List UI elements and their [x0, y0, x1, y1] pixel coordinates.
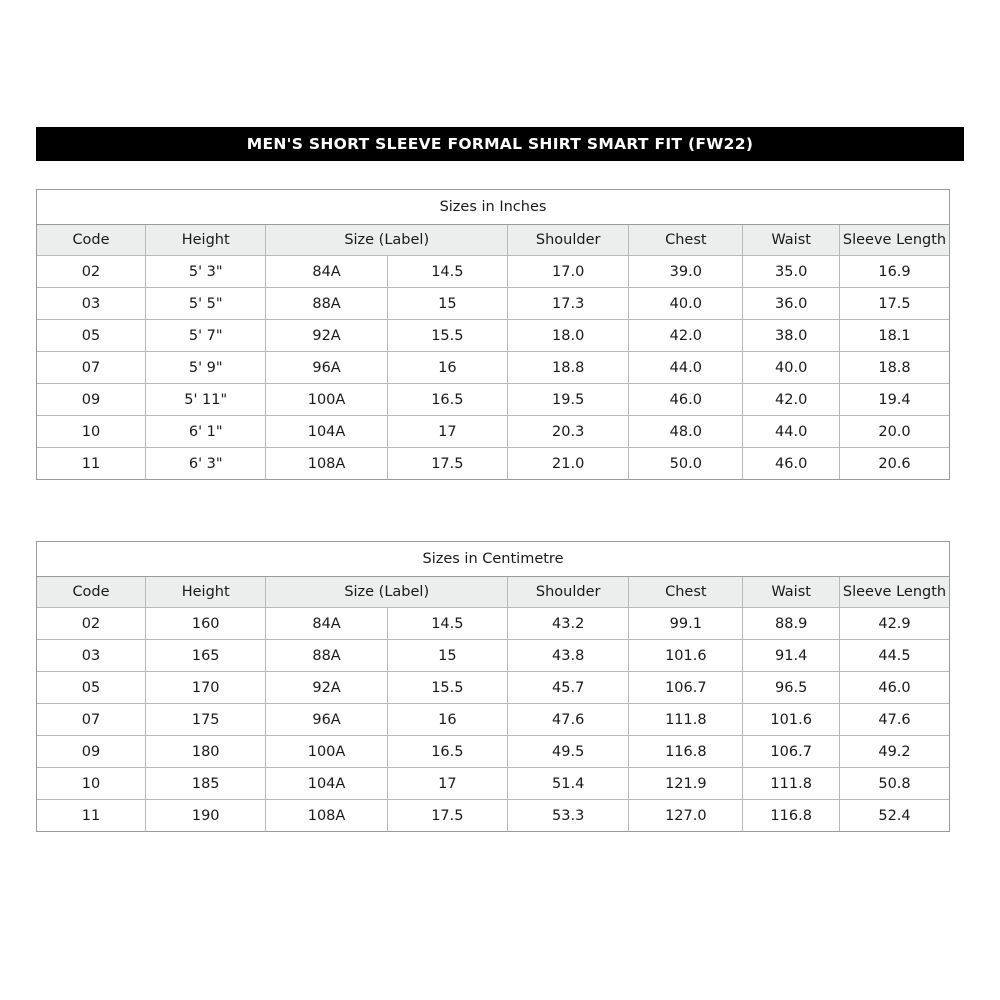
table-cell: 91.4 [743, 640, 840, 672]
table-cell: 18.8 [508, 352, 629, 384]
table-cell: 104A [266, 768, 387, 800]
table-cell: 52.4 [840, 800, 950, 832]
header-row [37, 577, 949, 608]
table-cell: 09 [37, 736, 146, 768]
table-row [37, 288, 949, 320]
table-cell: 19.4 [840, 384, 950, 416]
table-cell: 45.7 [508, 672, 629, 704]
table-cell: 10 [37, 768, 146, 800]
size-table-inches [36, 189, 950, 480]
size-table-centimetre [36, 541, 950, 832]
column-header: Code [37, 225, 146, 256]
table-cell: 38.0 [743, 320, 840, 352]
column-header: Sleeve Length [840, 577, 950, 608]
table-row [37, 384, 949, 416]
table-cell: 116.8 [743, 800, 840, 832]
table-header [37, 225, 949, 256]
table-cell: 5' 3" [146, 256, 266, 288]
table-cell: 99.1 [629, 608, 743, 640]
table-header [37, 577, 949, 608]
table-cell: 185 [146, 768, 266, 800]
table-cell: 10 [37, 416, 146, 448]
column-header: Code [37, 577, 146, 608]
table-cell: 100A [266, 736, 387, 768]
column-header: Height [146, 225, 266, 256]
table-cell: 17 [387, 416, 507, 448]
column-header: Shoulder [508, 225, 629, 256]
table-cell: 49.2 [840, 736, 950, 768]
table-cell: 44.0 [629, 352, 743, 384]
table-cell: 50.8 [840, 768, 950, 800]
table-cell: 05 [37, 320, 146, 352]
table-cell: 180 [146, 736, 266, 768]
table-cell: 175 [146, 704, 266, 736]
page-title: MEN'S SHORT SLEEVE FORMAL SHIRT SMART FIT (FW22) [36, 127, 964, 161]
table-cell: 6' 1" [146, 416, 266, 448]
size-table [37, 542, 949, 831]
table-cell: 35.0 [743, 256, 840, 288]
table-body [37, 608, 949, 832]
table-cell: 42.0 [629, 320, 743, 352]
table-row [37, 768, 949, 800]
table-cell: 02 [37, 608, 146, 640]
table-cell: 101.6 [629, 640, 743, 672]
table-cell: 16 [387, 704, 507, 736]
column-header: Shoulder [508, 577, 629, 608]
table-cell: 170 [146, 672, 266, 704]
table-caption: Sizes in Centimetre [37, 542, 949, 577]
table-cell: 46.0 [629, 384, 743, 416]
table-cell: 17.5 [387, 800, 507, 832]
table-cell: 106.7 [743, 736, 840, 768]
table-row [37, 640, 949, 672]
table-cell: 53.3 [508, 800, 629, 832]
table-cell: 116.8 [629, 736, 743, 768]
table-cell: 36.0 [743, 288, 840, 320]
table-cell: 44.0 [743, 416, 840, 448]
table-cell: 5' 11" [146, 384, 266, 416]
table-cell: 47.6 [508, 704, 629, 736]
table-cell: 51.4 [508, 768, 629, 800]
table-cell: 46.0 [840, 672, 950, 704]
table-body [37, 256, 949, 480]
table-cell: 21.0 [508, 448, 629, 480]
table-cell: 96.5 [743, 672, 840, 704]
column-header: Height [146, 577, 266, 608]
table-cell: 42.9 [840, 608, 950, 640]
table-cell: 16.5 [387, 736, 507, 768]
table-row [37, 672, 949, 704]
table-cell: 165 [146, 640, 266, 672]
table-row [37, 736, 949, 768]
table-cell: 15.5 [387, 672, 507, 704]
table-cell: 44.5 [840, 640, 950, 672]
table-cell: 07 [37, 352, 146, 384]
table-cell: 49.5 [508, 736, 629, 768]
table-cell: 18.8 [840, 352, 950, 384]
table-row [37, 800, 949, 832]
table-cell: 92A [266, 320, 387, 352]
table-cell: 16.5 [387, 384, 507, 416]
column-header: Chest [629, 577, 743, 608]
table-cell: 42.0 [743, 384, 840, 416]
size-table [37, 190, 949, 479]
table-cell: 16 [387, 352, 507, 384]
table-cell: 40.0 [743, 352, 840, 384]
table-cell: 111.8 [629, 704, 743, 736]
table-cell: 127.0 [629, 800, 743, 832]
table-cell: 88.9 [743, 608, 840, 640]
table-cell: 46.0 [743, 448, 840, 480]
table-cell: 121.9 [629, 768, 743, 800]
table-cell: 15.5 [387, 320, 507, 352]
table-cell: 190 [146, 800, 266, 832]
table-row [37, 352, 949, 384]
table-cell: 20.3 [508, 416, 629, 448]
table-cell: 108A [266, 800, 387, 832]
table-cell: 47.6 [840, 704, 950, 736]
table-cell: 100A [266, 384, 387, 416]
table-cell: 11 [37, 800, 146, 832]
table-cell: 96A [266, 704, 387, 736]
column-header: Size (Label) [266, 225, 508, 256]
table-cell: 106.7 [629, 672, 743, 704]
table-row [37, 704, 949, 736]
table-cell: 48.0 [629, 416, 743, 448]
table-cell: 20.6 [840, 448, 950, 480]
table-cell: 5' 7" [146, 320, 266, 352]
table-cell: 88A [266, 288, 387, 320]
table-cell: 14.5 [387, 256, 507, 288]
table-cell: 20.0 [840, 416, 950, 448]
table-row [37, 256, 949, 288]
table-cell: 111.8 [743, 768, 840, 800]
table-cell: 5' 9" [146, 352, 266, 384]
table-cell: 108A [266, 448, 387, 480]
table-cell: 43.8 [508, 640, 629, 672]
table-cell: 17 [387, 768, 507, 800]
table-cell: 17.5 [387, 448, 507, 480]
table-row [37, 320, 949, 352]
table-cell: 19.5 [508, 384, 629, 416]
column-header: Size (Label) [266, 577, 508, 608]
table-cell: 17.5 [840, 288, 950, 320]
table-cell: 11 [37, 448, 146, 480]
column-header: Waist [743, 225, 840, 256]
table-cell: 160 [146, 608, 266, 640]
column-header: Chest [629, 225, 743, 256]
table-cell: 18.0 [508, 320, 629, 352]
table-cell: 15 [387, 288, 507, 320]
table-cell: 40.0 [629, 288, 743, 320]
column-header: Sleeve Length [840, 225, 950, 256]
table-cell: 84A [266, 256, 387, 288]
table-cell: 96A [266, 352, 387, 384]
table-cell: 02 [37, 256, 146, 288]
table-cell: 07 [37, 704, 146, 736]
table-cell: 15 [387, 640, 507, 672]
table-cell: 88A [266, 640, 387, 672]
table-cell: 39.0 [629, 256, 743, 288]
table-cell: 84A [266, 608, 387, 640]
table-cell: 05 [37, 672, 146, 704]
table-row [37, 448, 949, 480]
table-cell: 6' 3" [146, 448, 266, 480]
table-row [37, 416, 949, 448]
table-cell: 5' 5" [146, 288, 266, 320]
table-cell: 92A [266, 672, 387, 704]
table-cell: 43.2 [508, 608, 629, 640]
table-cell: 101.6 [743, 704, 840, 736]
table-caption: Sizes in Inches [37, 190, 949, 225]
header-row [37, 225, 949, 256]
table-cell: 16.9 [840, 256, 950, 288]
table-cell: 18.1 [840, 320, 950, 352]
table-cell: 14.5 [387, 608, 507, 640]
table-cell: 104A [266, 416, 387, 448]
table-cell: 50.0 [629, 448, 743, 480]
column-header: Waist [743, 577, 840, 608]
table-cell: 17.3 [508, 288, 629, 320]
table-cell: 03 [37, 288, 146, 320]
table-row [37, 608, 949, 640]
table-cell: 03 [37, 640, 146, 672]
table-cell: 17.0 [508, 256, 629, 288]
table-cell: 09 [37, 384, 146, 416]
